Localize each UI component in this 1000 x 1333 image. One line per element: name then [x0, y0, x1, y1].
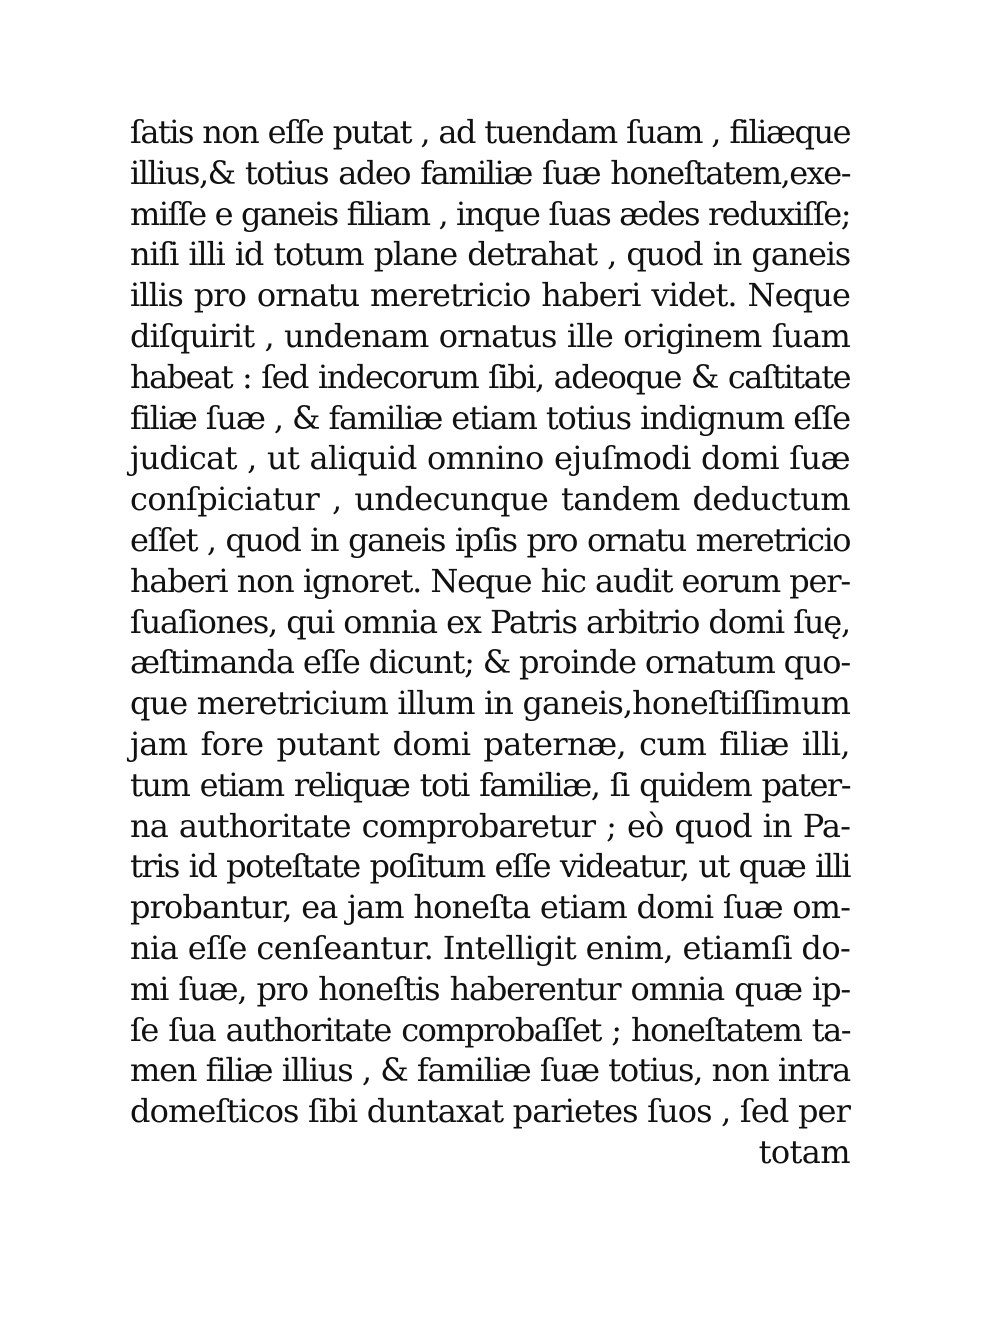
- text-line-10: conſpiciatur , undecunque tandem deductum: [130, 480, 850, 519]
- body-text: [130, 112, 850, 1173]
- catchword: totam: [758, 1132, 850, 1171]
- text-line-15: que meretricium illum in ganeis,honeſtiſſimum: [130, 684, 850, 723]
- text-line-25: domeſticos ſibi duntaxat parietes ſuos , ſed per: [130, 1092, 850, 1131]
- text-line-13: ſuaſiones, qui omnia ex Patris arbitrio domi ſuę,: [130, 602, 850, 641]
- text-line-5: illis pro ornatu meretricio haberi videt. Neque: [130, 276, 850, 315]
- text-line-21: nia eſſe cenſeantur. Intelligit enim, etiamſi do-: [130, 928, 851, 967]
- text-line-6: diſquirit , undenam ornatus ille originem ſuam: [130, 316, 850, 355]
- text-line-7: habeat : ſed indecorum ſibi, adeoque & caſtitate: [130, 357, 850, 396]
- text-line-2: illius,& totius adeo familiæ ſuæ honeſtatem,exe-: [130, 153, 850, 192]
- text-line-17: tum etiam reliquæ toti familiæ, ſi quidem pater-: [130, 765, 850, 804]
- text-line-11: eſſet , quod in ganeis ipſis pro ornatu meretricio: [130, 520, 850, 559]
- text-line-8: filiæ ſuæ , & familiæ etiam totius indignum eſſe: [130, 398, 850, 437]
- text-line-4: niſi illi id totum plane detrahat , quod in ganeis: [130, 235, 850, 274]
- text-line-20: probantur, ea jam honeſta etiam domi ſuæ om-: [130, 888, 850, 927]
- text-line-24: men filiæ illius , & familiæ ſuæ totius, non intra: [130, 1051, 850, 1090]
- text-line-1: ſatis non eſſe putat , ad tuendam ſuam , filiæque: [130, 113, 850, 151]
- text-line-12: haberi non ignoret. Neque hic audit eorum per-: [130, 561, 850, 600]
- text-line-16: jam fore putant domi paternæ, cum filiæ illi,: [130, 724, 850, 763]
- text-line-9: judicat , ut aliquid omnino ejuſmodi domi ſuæ: [130, 439, 850, 478]
- text-line-14: æſtimanda eſſe dicunt; & proinde ornatum quo-: [130, 643, 850, 682]
- text-line-19: tris id poteſtate poſitum eſſe videatur, ut quæ illi: [130, 847, 850, 886]
- text-line-22: mi ſuæ, pro honeſtis haberentur omnia quæ ip-: [130, 969, 850, 1008]
- text-line-23: ſe ſua authoritate comprobaſſet ; honeſtatem ta-: [130, 1010, 850, 1049]
- text-line-18: na authoritate comprobaretur ; eò quod in Pa-: [130, 806, 850, 845]
- text-line-3: miſſe e ganeis filiam , inque ſuas ædes reduxiſſe;: [130, 194, 850, 233]
